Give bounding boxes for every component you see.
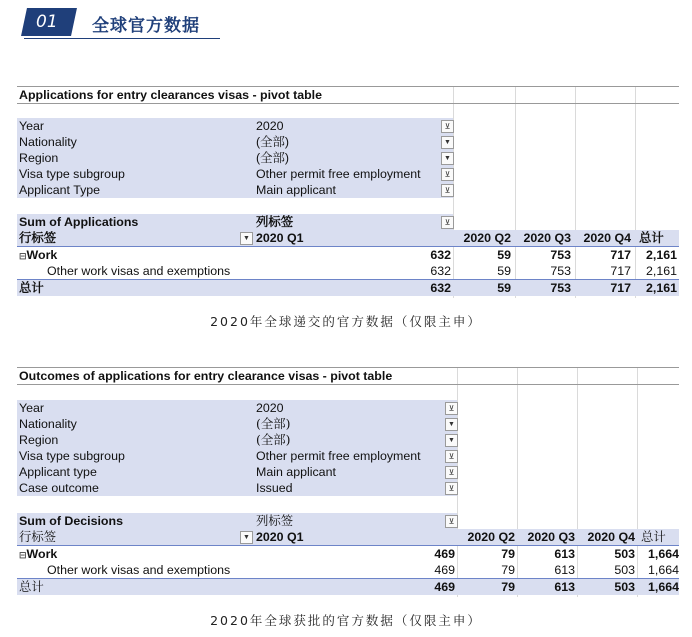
column-header-row xyxy=(17,529,679,545)
cell-value: 469 xyxy=(434,580,455,594)
cell-value: 79 xyxy=(501,563,515,577)
cell-value: 613 xyxy=(554,580,575,594)
grand-total-row xyxy=(17,280,679,296)
filter-row xyxy=(17,150,453,166)
cell-value: 503 xyxy=(614,547,635,561)
cell-value: 2,161 xyxy=(645,281,677,295)
column-header: 2020 Q3 xyxy=(523,231,571,245)
filter-label: Region xyxy=(19,433,59,447)
filter-row xyxy=(17,432,457,448)
table-row xyxy=(17,546,679,562)
cell-value: 2,161 xyxy=(645,264,677,278)
filter-value: Other permit free employment xyxy=(256,449,421,463)
filter-label: Applicant Type xyxy=(19,183,101,197)
cell-value: 59 xyxy=(497,281,511,295)
cell-value: 469 xyxy=(434,547,455,561)
cell-value: 717 xyxy=(610,248,631,262)
row-label: Other work visas and exemptions xyxy=(47,264,231,278)
column-filter-icon[interactable]: ⊻ xyxy=(441,216,454,229)
filter-label: Visa type subgroup xyxy=(19,449,125,463)
row-label: Other work visas and exemptions xyxy=(47,563,231,577)
filter-row xyxy=(17,480,457,496)
row-labels-caption: 行标签 xyxy=(19,529,57,544)
table-row xyxy=(17,263,679,279)
filter-label: Nationality xyxy=(19,417,77,431)
column-header: 2020 Q4 xyxy=(583,231,631,245)
collapse-icon[interactable]: ⊟ xyxy=(19,550,27,560)
column-header: 2020 Q2 xyxy=(467,530,515,544)
column-header-row xyxy=(17,230,679,246)
column-header: 总计 xyxy=(639,231,664,245)
section-number: 01 xyxy=(36,12,58,32)
column-header: 总计 xyxy=(641,529,666,544)
cell-value: 717 xyxy=(610,264,631,278)
filter-funnel-icon[interactable]: ⊻ xyxy=(441,120,454,133)
row-label: ⊟Work xyxy=(19,248,58,262)
filter-row xyxy=(17,400,457,416)
filter-label: Case outcome xyxy=(19,481,99,495)
table-caption: 2020年全球获批的官方数据（仅限主申） xyxy=(210,613,482,628)
cell-value: 59 xyxy=(497,264,511,278)
measure-row xyxy=(17,214,453,230)
filter-row xyxy=(17,182,453,198)
cell-value: 2,161 xyxy=(645,248,677,262)
filter-label: Year xyxy=(19,401,45,415)
cell-value: 1,664 xyxy=(647,547,679,561)
cell-value: 753 xyxy=(550,264,571,278)
cell-value: 632 xyxy=(430,248,451,262)
filter-row xyxy=(17,464,457,480)
filter-row xyxy=(17,416,457,432)
column-header: 2020 Q1 xyxy=(256,530,304,544)
measure-label: Sum of Applications xyxy=(19,215,139,229)
table-caption: 2020年全球递交的官方数据（仅限主申） xyxy=(210,314,482,329)
column-header: 2020 Q1 xyxy=(256,231,304,245)
row-label: ⊟Work xyxy=(19,547,58,561)
table-row xyxy=(17,562,679,578)
cell-value: 753 xyxy=(550,248,571,262)
filter-value: 2020 xyxy=(256,119,284,133)
table-row xyxy=(17,247,679,263)
collapse-icon[interactable]: ⊟ xyxy=(19,251,27,261)
column-labels-caption: 列标签 xyxy=(256,513,294,528)
filter-funnel-icon[interactable]: ⊻ xyxy=(441,168,454,181)
filter-row xyxy=(17,166,453,182)
measure-label: Sum of Decisions xyxy=(19,514,123,528)
header-underline xyxy=(24,38,220,39)
filter-funnel-icon[interactable]: ⊻ xyxy=(445,482,458,495)
cell-value: 753 xyxy=(550,281,571,295)
column-header: 2020 Q3 xyxy=(527,530,575,544)
cell-value: 503 xyxy=(614,563,635,577)
cell-value: 613 xyxy=(554,547,575,561)
column-labels-caption: 列标签 xyxy=(256,215,294,229)
pivot-title-row xyxy=(17,367,679,385)
filter-funnel-icon[interactable]: ⊻ xyxy=(445,450,458,463)
filter-value: 2020 xyxy=(256,401,284,415)
column-filter-icon[interactable]: ⊻ xyxy=(445,515,458,528)
cell-value: 1,664 xyxy=(647,563,679,577)
cell-value: 632 xyxy=(430,281,451,295)
filter-value: (全部) xyxy=(256,151,290,165)
cell-value: 79 xyxy=(501,580,515,594)
row-filter-dropdown-icon[interactable]: ▼ xyxy=(240,531,253,544)
cell-value: 1,664 xyxy=(647,580,679,594)
pivot-title-row xyxy=(17,86,679,104)
filter-funnel-icon[interactable]: ⊻ xyxy=(441,184,454,197)
filter-value: Issued xyxy=(256,481,293,495)
cell-value: 503 xyxy=(614,580,635,594)
column-header: 2020 Q2 xyxy=(463,231,511,245)
dropdown-arrow-icon[interactable]: ▼ xyxy=(441,136,454,149)
measure-row xyxy=(17,513,457,529)
filter-label: Nationality xyxy=(19,135,77,149)
row-labels-caption: 行标签 xyxy=(19,231,57,245)
applications-pivot-table xyxy=(17,86,679,298)
cell-value: 632 xyxy=(430,264,451,278)
section-title: 全球官方数据 xyxy=(92,16,200,36)
filter-value: Main applicant xyxy=(256,183,336,197)
filter-label: Applicant type xyxy=(19,465,97,479)
filter-row xyxy=(17,448,457,464)
cell-value: 469 xyxy=(434,563,455,577)
dropdown-arrow-icon[interactable]: ▼ xyxy=(445,418,458,431)
filter-label: Year xyxy=(19,119,45,133)
row-label: 总计 xyxy=(19,281,44,295)
pivot-title: Applications for entry clearances visas - pivot table xyxy=(19,88,322,102)
dropdown-arrow-icon[interactable]: ▼ xyxy=(445,434,458,447)
cell-value: 59 xyxy=(497,248,511,262)
row-label: 总计 xyxy=(19,579,44,594)
filter-row xyxy=(17,118,453,134)
pivot-title: Outcomes of applications for entry clearance visas - pivot table xyxy=(19,369,393,383)
cell-value: 717 xyxy=(610,281,631,295)
filter-funnel-icon[interactable]: ⊻ xyxy=(445,402,458,415)
filter-value: (全部) xyxy=(256,416,291,431)
filter-value: (全部) xyxy=(256,432,291,447)
cell-value: 613 xyxy=(554,563,575,577)
cell-value: 79 xyxy=(501,547,515,561)
dropdown-arrow-icon[interactable]: ▼ xyxy=(441,152,454,165)
filter-label: Visa type subgroup xyxy=(19,167,125,181)
column-header: 2020 Q4 xyxy=(587,530,635,544)
filter-value: Other permit free employment xyxy=(256,167,421,181)
outcomes-pivot-table xyxy=(17,367,679,597)
filter-label: Region xyxy=(19,151,59,165)
filter-value: (全部) xyxy=(256,135,290,149)
filter-funnel-icon[interactable]: ⊻ xyxy=(445,466,458,479)
filter-row xyxy=(17,134,453,150)
row-filter-dropdown-icon[interactable]: ▼ xyxy=(240,232,253,245)
grand-total-row xyxy=(17,579,679,595)
filter-value: Main applicant xyxy=(256,465,336,479)
